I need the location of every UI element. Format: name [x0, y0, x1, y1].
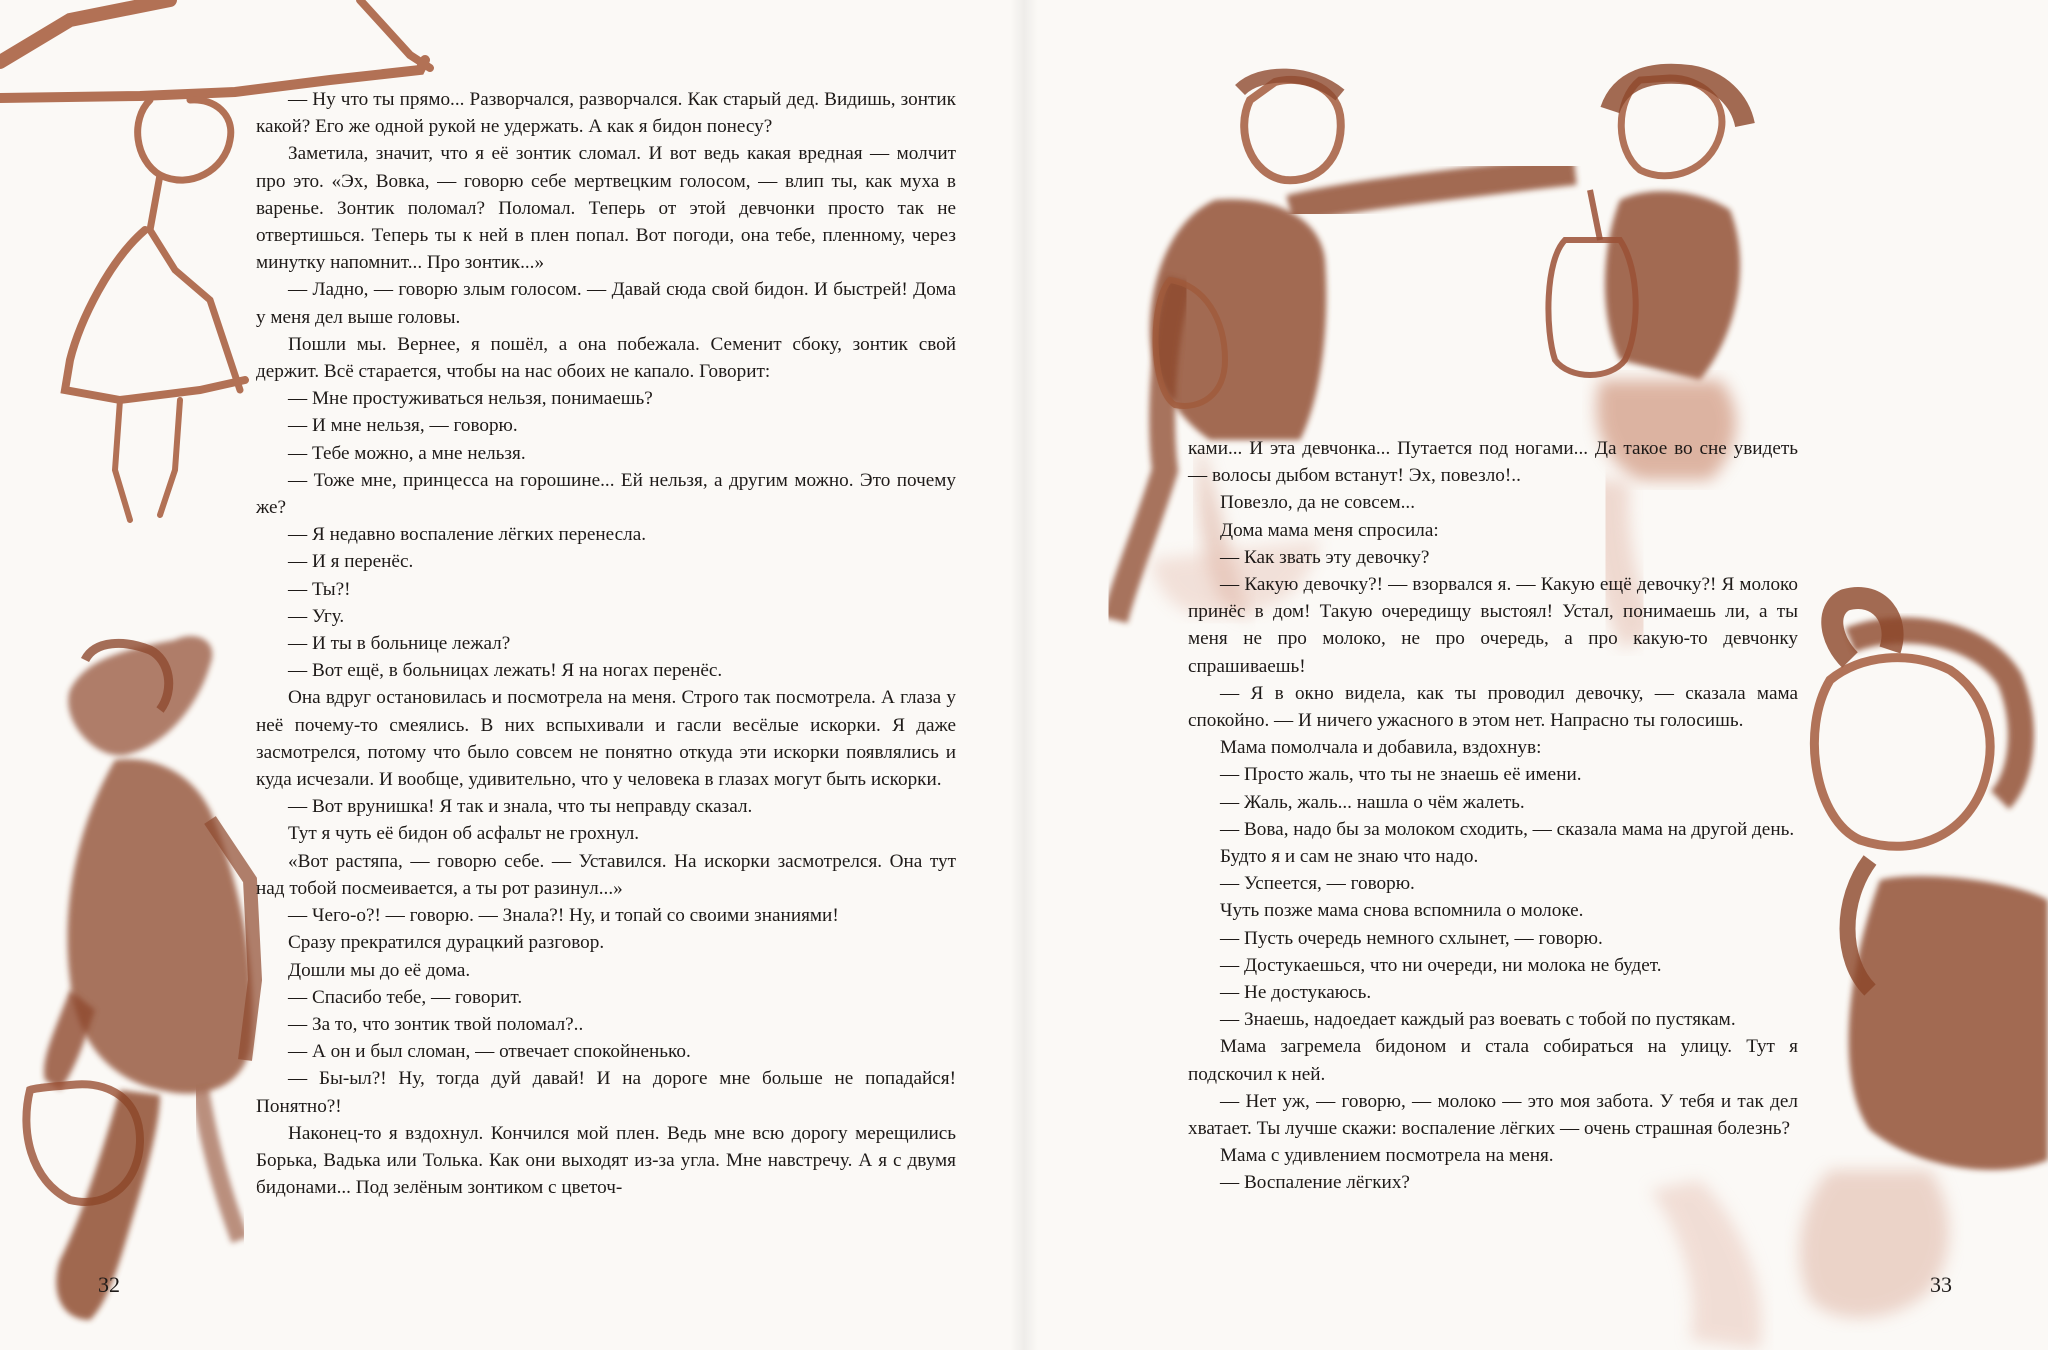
paragraph: — Ну что ты прямо... Разворчался, разворчался. Как старый дед. Видишь, зонтик какой? Его же одной рукой не удержать. А как я бидон понесу?	[256, 89, 956, 138]
paragraph: Мама с удивлением посмотрела на меня.	[1220, 1145, 1554, 1167]
paragraph: Мама загремела бидоном и стала собираться на улицу. Тут я подскочил к ней.	[1188, 1036, 1798, 1085]
paragraph: — Нет уж, — говорю, — молоко — это моя забота. У тебя и так дел хватает. Ты лучше скажи: воспаление лёгких — очень страшная болезнь?	[1188, 1090, 1798, 1140]
paragraph: Дома мама меня спросила:	[1220, 519, 1439, 541]
paragraph: — Просто жаль, что ты не знаешь её имени.	[1220, 764, 1582, 786]
paragraph: Мама помолчала и добавила, вздохнув:	[1220, 737, 1542, 759]
paragraph: — Я недавно воспаление лёгких перенесла.	[288, 524, 647, 546]
paragraph: — И я перенёс.	[288, 551, 414, 573]
paragraph: Она вдруг остановилась и посмотрела на меня. Строго так посмотрела. А глаза у неё почему-то смеялись. В них вспыхивали и гасли весёлые искорки. Я даже засмотрелся, потому что было совсем не понятно откуда эти искорки появлялись и куда исчезали. И вообще, удивительно, что у человека в глазах могут быть искорки.	[256, 687, 956, 791]
paragraph: — Вот врунишка! Я так и знала, что ты неправду сказал.	[288, 796, 753, 818]
paragraph: — Мне простуживаться нельзя, понимаешь?	[288, 388, 653, 410]
paragraph-continuation: ками... И эта девчонка... Путается под ногами... Да такое во сне увидеть — волосы дыбом встанут! Эх, повезло!..	[1188, 438, 1798, 487]
paragraph: — Тебе можно, а мне нельзя.	[288, 442, 526, 464]
paragraph: — Ты?!	[288, 578, 351, 600]
paragraph: Дошли мы до её дома.	[288, 959, 471, 981]
paragraph: — Тоже мне, принцесса на горошине... Ей нельзя, а другим можно. Это почему же?	[256, 469, 956, 519]
left-page-text	[256, 86, 956, 1201]
right-page-text	[1188, 435, 1798, 1197]
paragraph: Пошли мы. Вернее, я пошёл, а она побежала. Семенит сбоку, зонтик свой держит. Всё старается, чтобы на нас обоих не капало. Говорит:	[256, 333, 956, 383]
paragraph: — Жаль, жаль... нашла о чём жалеть.	[1220, 791, 1525, 813]
page-number-left: 32	[98, 1272, 120, 1297]
paragraph: — Не достукаюсь.	[1220, 982, 1372, 1004]
paragraph: Наконец-то я вздохнул. Кончился мой плен. Ведь мне всю дорогу мерещились Борька, Вадька или Толька. Как они выходят из-за угла. Мне навстречу. А я с двумя бидонами... Под зелёным зонтиком с цветоч-	[256, 1122, 956, 1199]
paragraph: — Спасибо тебе, — говорит.	[288, 986, 523, 1008]
paragraph: — Пусть очередь немного схлынет, — говорю.	[1220, 927, 1603, 949]
paragraph: — Вот ещё, в больницах лежать! Я на ногах перенёс.	[288, 660, 723, 682]
paragraph: — Я в окно видела, как ты проводил девочку, — сказала мама спокойно. — И ничего ужасного в этом нет. Напрасно ты голосишь.	[1188, 682, 1798, 732]
paragraph: — Как звать эту девочку?	[1220, 546, 1430, 568]
paragraph: — И мне нельзя, — говорю.	[288, 415, 518, 437]
paragraph: Повезло, да не совсем...	[1220, 492, 1416, 514]
paragraph: Чуть позже мама снова вспомнила о молоке.	[1220, 900, 1584, 922]
paragraph: Заметила, значит, что я её зонтик сломал. И вот ведь какая вредная — молчит про это. «Эх, Вовка, — говорю себе мертвецким голосом, — влип ты, как муха в варенье. Зонтик поломал? Поломал. Теперь от этой девчонки просто так не отвертишься. Теперь ты к ней в плен попал. Вот погоди, она тебе, пленному, через минутку напомнит... Про зонтик...»	[256, 143, 956, 274]
paragraph: — Ладно, — говорю злым голосом. — Давай сюда свой бидон. И быстрей! Дома у меня дел выше головы.	[256, 279, 956, 328]
paragraph: — Какую девочку?! — взорвался я. — Какую ещё девочку?! Я молоко принёс в дом! Такую очередищу выстоял! Устал, понимаешь ли, а ты меня не про молоко, не про очередь, а про какую-то девчонку спрашиваешь!	[1188, 574, 1798, 677]
paragraph: — Угу.	[288, 605, 345, 627]
paragraph: — И ты в больнице лежал?	[288, 633, 511, 655]
paragraph: — Успеется, — говорю.	[1220, 873, 1415, 895]
paragraph: Сразу прекратился дурацкий разговор.	[288, 932, 605, 954]
page-number-right: 33	[1930, 1272, 1952, 1297]
paragraph: — За то, что зонтик твой поломал?..	[288, 1013, 584, 1035]
paragraph: — А он и был сломан, — отвечает спокойненько.	[288, 1041, 691, 1063]
paragraph: — Достукаешься, что ни очереди, ни молока не будет.	[1220, 954, 1662, 976]
paragraph: Тут я чуть её бидон об асфальт не грохнул.	[288, 823, 640, 845]
paragraph: Будто я и сам не знаю что надо.	[1220, 846, 1479, 868]
paragraph: — Воспаление лёгких?	[1220, 1172, 1410, 1194]
paragraph: — Чего-о?! — говорю. — Знала?! Ну, и топай со своими знаниями!	[288, 905, 839, 927]
paragraph: — Бы-ыл?! Ну, тогда дуй давай! И на дороге мне больше не попадайся! Понятно?!	[256, 1068, 956, 1117]
paragraph: — Знаешь, надоедает каждый раз воевать с тобой по пустякам.	[1220, 1009, 1736, 1031]
paragraph: — Вова, надо бы за молоком сходить, — сказала мама на другой день.	[1220, 818, 1795, 840]
paragraph: «Вот растяпа, — говорю себе. — Уставился. На искорки засмотрелся. Она тут над тобой посмеивается, а ты рот разинул...»	[256, 850, 956, 899]
